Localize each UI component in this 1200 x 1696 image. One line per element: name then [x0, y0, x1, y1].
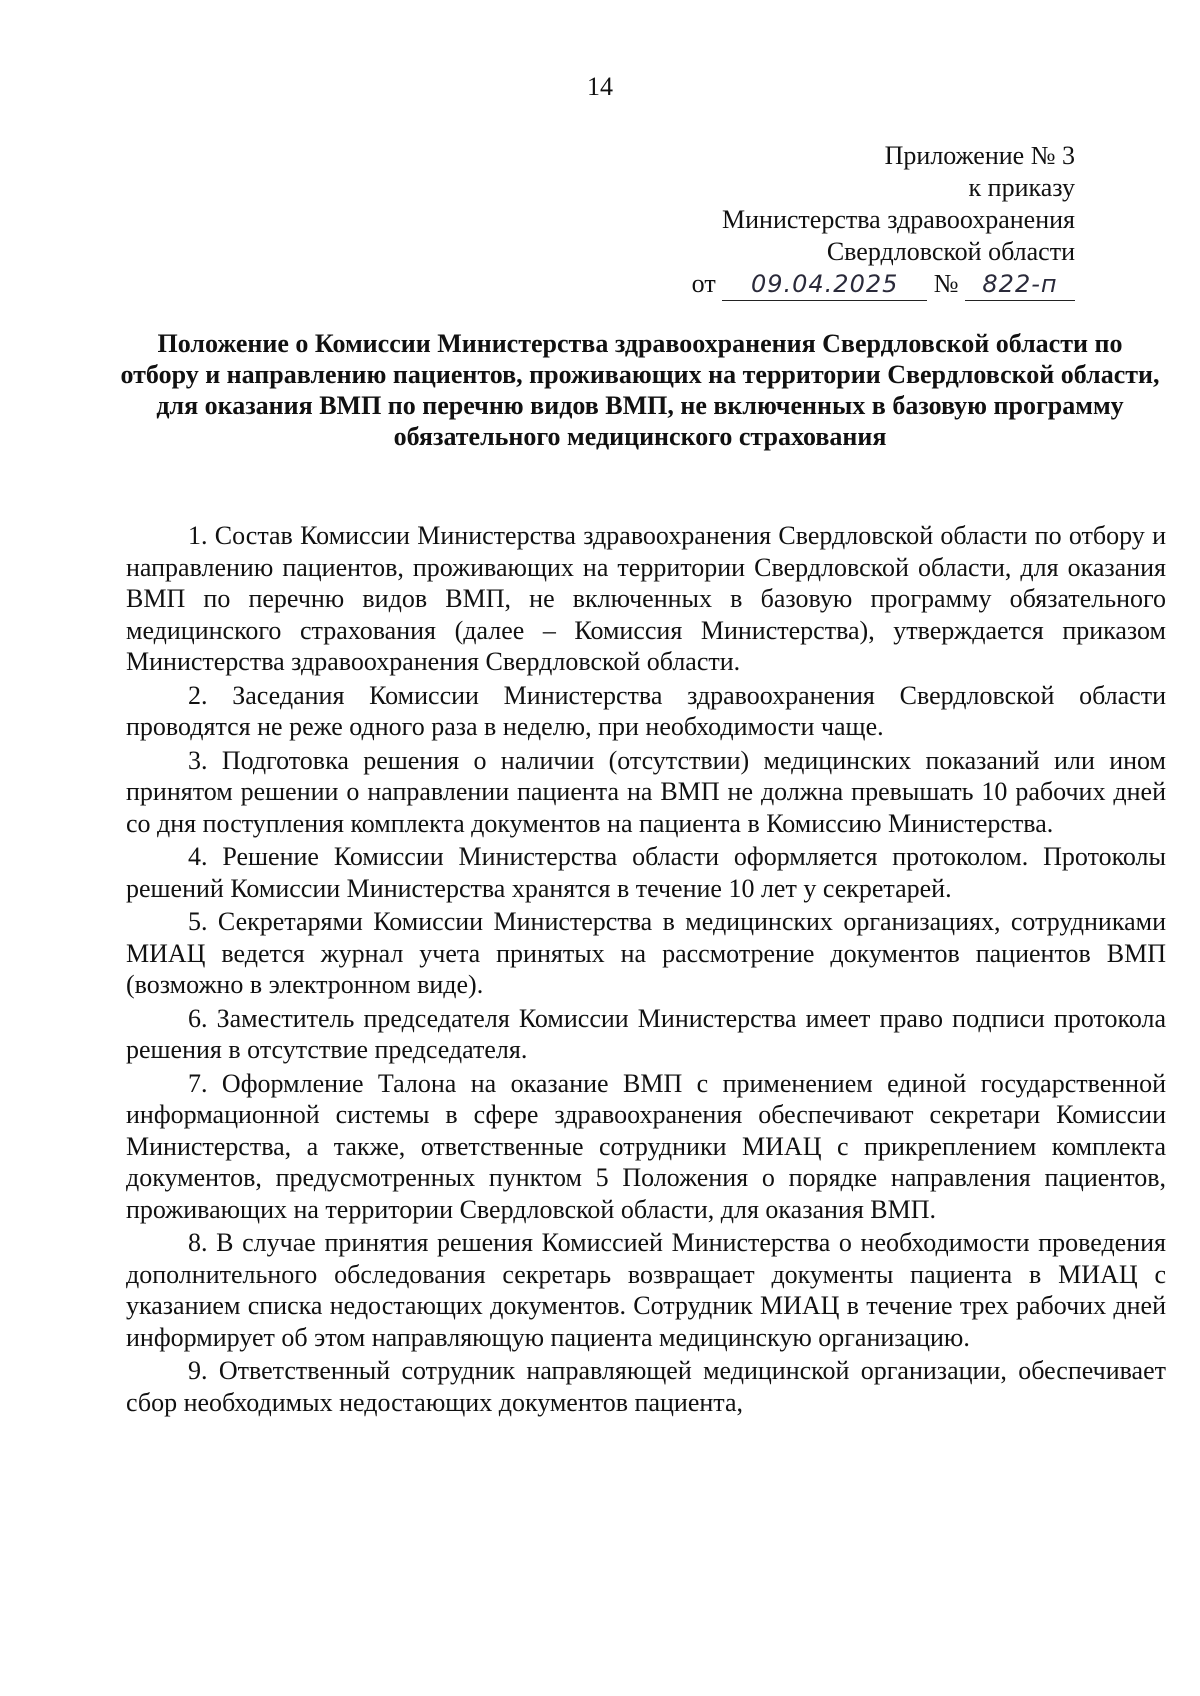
number-label: №: [933, 269, 959, 298]
document-title: Положение о Комиссии Министерства здравоохранения Свердловской области по отбору и направлению пациентов, проживающих на территории Свердловской области, для оказания ВМП по перечню видов ВМП, не включенных в базовую программу обязательного медицинского страхования: [120, 329, 1160, 451]
paragraph-9: 9. Ответственный сотрудник направляющей медицинской организации, обеспечивает сбор необходимых недостающих документов пациента,: [126, 1356, 1166, 1417]
appendix-region: Свердловской области: [826, 237, 1075, 266]
paragraph-7: 7. Оформление Талона на оказание ВМП с применением единой государственной информационной системы в сфере здравоохранения обеспечивают секретари Комиссии Министерства, а также, ответственные сотрудники МИАЦ с прикреплением комплекта документов, предусмотренных пунктом 5 Положения о порядке направления пациентов, проживающих на территории Свердловской области, для оказания ВМП.: [126, 1068, 1166, 1224]
handwritten-order-number: 822-п: [965, 268, 1075, 301]
paragraph-5: 5. Секретарями Комиссии Министерства в медицинских организациях, сотрудниками МИАЦ ведется журнал учета принятых на рассмотрение документов пациентов ВМП (возможно в электронном виде).: [126, 907, 1166, 999]
paragraph-1: 1. Состав Комиссии Министерства здравоохранения Свердловской области по отбору и направлению пациентов, проживающих на территории Свердловской области, для оказания ВМП по перечню видов ВМП, не включенных в базовую программу обязательного медицинского страхования (далее – Комиссия Министерства), утверждается приказом Министерства здравоохранения Свердловской области.: [126, 521, 1166, 676]
appendix-title: Приложение № 3: [884, 141, 1075, 170]
order-date-number-line: [515, 268, 1075, 301]
appendix-header: [515, 140, 1075, 301]
from-label: от: [691, 269, 716, 298]
paragraph-6: 6. Заместитель председателя Комиссии Министерства имеет право подписи протокола решения в отсутствие председателя.: [126, 1003, 1166, 1064]
paragraph-8: 8. В случае принятия решения Комиссией Министерства о необходимости проведения дополнительного обследования секретарь возвращает документы пациента в МИАЦ с указанием списка недостающих документов. Сотрудник МИАЦ в течение трех рабочих дней информирует об этом направляющую пациента медицинскую организацию.: [126, 1228, 1166, 1352]
paragraph-3: 3. Подготовка решения о наличии (отсутствии) медицинских показаний или ином принятом решении о направлении пациента на ВМП не должна превышать 10 рабочих дней со дня поступления комплекта документов на пациента в Комиссию Министерства.: [126, 745, 1166, 838]
appendix-ministry: Министерства здравоохранения: [722, 205, 1075, 234]
paragraph-2: 2. Заседания Комиссии Министерства здравоохранения Свердловской области проводятся не реже одного раза в неделю, при необходимости чаще.: [126, 680, 1166, 741]
document-body: [126, 520, 1166, 1420]
page-number: 14: [587, 72, 613, 101]
paragraph-4: 4. Решение Комиссии Министерства области оформляется протоколом. Протоколы решений Комиссии Министерства хранятся в течение 10 лет у секретарей.: [126, 842, 1166, 903]
handwritten-date: 09.04.2025: [722, 268, 927, 301]
appendix-to-order: к приказу: [968, 173, 1075, 202]
